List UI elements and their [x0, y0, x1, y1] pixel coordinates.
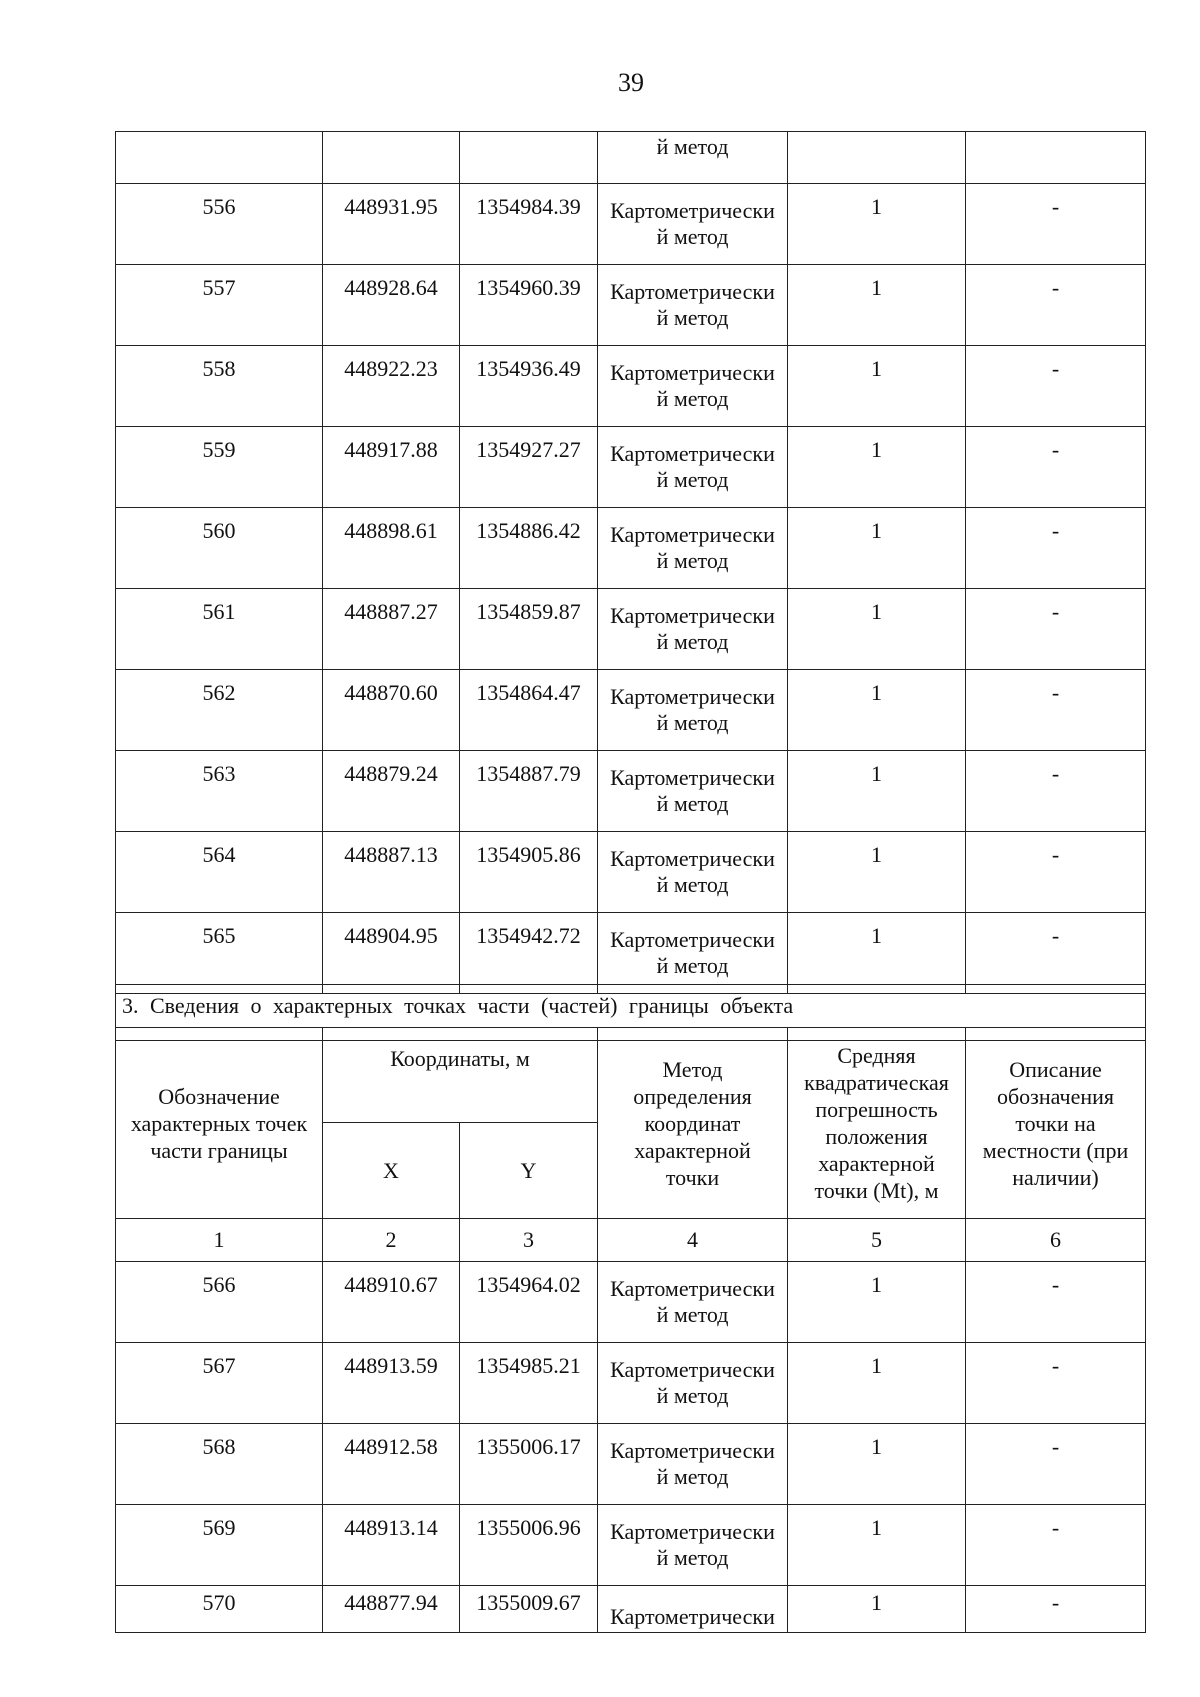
- method-line: Картометрически: [610, 522, 775, 547]
- table-row: [116, 913, 1146, 994]
- cell-error: 1: [788, 508, 966, 589]
- header-y: Y: [460, 1123, 598, 1219]
- cell-x: 448898.61: [323, 508, 460, 589]
- cell-error: 1: [788, 832, 966, 913]
- method-line: Картометрически: [610, 198, 775, 223]
- method-line: Картометрически: [610, 603, 775, 628]
- header-error: [788, 1028, 966, 1219]
- method-line: й метод: [656, 386, 729, 411]
- method-line: Картометрически: [610, 765, 775, 790]
- table-row: [116, 184, 1146, 265]
- cell-y: 1354942.72: [460, 913, 598, 994]
- cell-error: 1: [788, 913, 966, 994]
- method-line: Картометрически: [610, 441, 775, 466]
- cell-method: й метод: [598, 132, 788, 184]
- cell-point: 557: [116, 265, 323, 346]
- cell-desc: -: [966, 913, 1146, 994]
- cell-point: 564: [116, 832, 323, 913]
- cell-desc: -: [966, 670, 1146, 751]
- cell-x: 448904.95: [323, 913, 460, 994]
- cell-y: 1354886.42: [460, 508, 598, 589]
- table-row: [116, 1343, 1146, 1424]
- part-boundary-points-table: [115, 984, 1146, 1633]
- cell-y: 1355009.67: [460, 1586, 598, 1633]
- cell-y: 1354960.39: [460, 265, 598, 346]
- cell-point: 562: [116, 670, 323, 751]
- cell-desc: -: [966, 1505, 1146, 1586]
- table-row: [116, 1505, 1146, 1586]
- continuation-row: [116, 132, 1146, 184]
- column-number: 6: [966, 1219, 1146, 1262]
- header-line: точки на: [1015, 1110, 1096, 1136]
- cell-point: 570: [116, 1586, 323, 1633]
- cell-method: [598, 670, 788, 751]
- cell-y: 1354985.21: [460, 1343, 598, 1424]
- method-line: й метод: [656, 1464, 729, 1489]
- method-line: й метод: [656, 1383, 729, 1408]
- method-line: Картометрически: [610, 927, 775, 952]
- coordinates-table-continued: [115, 131, 1146, 1041]
- method-line: Картометрически: [610, 1357, 775, 1382]
- cell-method: Картометрически: [598, 1586, 788, 1633]
- cell-error: 1: [788, 1343, 966, 1424]
- cell-method: [598, 508, 788, 589]
- cell-desc: -: [966, 1343, 1146, 1424]
- cell-x: 448887.27: [323, 589, 460, 670]
- cell-desc: -: [966, 751, 1146, 832]
- header-line: координат: [644, 1110, 741, 1136]
- cell-point: 561: [116, 589, 323, 670]
- cell-error: 1: [788, 1586, 966, 1633]
- header-line: наличии): [1012, 1164, 1099, 1190]
- header-line: Метод: [662, 1056, 723, 1082]
- column-number: 2: [323, 1219, 460, 1262]
- cell-error: 1: [788, 751, 966, 832]
- cell-desc: -: [966, 427, 1146, 508]
- cell-x: 448870.60: [323, 670, 460, 751]
- cell-method: [598, 1505, 788, 1586]
- cell-point: [116, 132, 323, 184]
- cell-method: [598, 913, 788, 994]
- cell-error: 1: [788, 184, 966, 265]
- method-line: й метод: [656, 305, 729, 330]
- header-coords: Координаты, м: [323, 1028, 598, 1123]
- cell-x: 448912.58: [323, 1424, 460, 1505]
- cell-error: 1: [788, 1505, 966, 1586]
- header-desc: [966, 1028, 1146, 1219]
- method-line: Картометрически: [610, 1519, 775, 1544]
- cell-x: 448928.64: [323, 265, 460, 346]
- cell-method: [598, 427, 788, 508]
- cell-y: 1354864.47: [460, 670, 598, 751]
- header-line: характерной: [818, 1151, 935, 1176]
- cell-x: 448887.13: [323, 832, 460, 913]
- table-row: [116, 670, 1146, 751]
- method-line: й метод: [656, 791, 729, 816]
- table-row: [116, 589, 1146, 670]
- cell-error: 1: [788, 346, 966, 427]
- cell-method: [598, 265, 788, 346]
- method-line: Картометрически: [610, 279, 775, 304]
- column-number: 3: [460, 1219, 598, 1262]
- header-row: [116, 1028, 1146, 1123]
- column-number: 1: [116, 1219, 323, 1262]
- method-line: Картометрически: [610, 684, 775, 709]
- method-line: Картометрически: [610, 846, 775, 871]
- method-line: й метод: [656, 467, 729, 492]
- table-row: [116, 832, 1146, 913]
- cell-x: 448917.88: [323, 427, 460, 508]
- cell-x: 448913.59: [323, 1343, 460, 1424]
- header-line: квадратическая: [804, 1070, 949, 1095]
- method-line: й метод: [656, 1545, 729, 1570]
- cell-method: [598, 1424, 788, 1505]
- method-line: й метод: [656, 1302, 729, 1327]
- cell-method: [598, 589, 788, 670]
- cell-method: [598, 832, 788, 913]
- cell-method: [598, 1262, 788, 1343]
- header-line: точки: [665, 1164, 720, 1190]
- method-line: й метод: [656, 710, 729, 735]
- cell-method: [598, 346, 788, 427]
- header-method: [598, 1028, 788, 1219]
- cell-y: 1354887.79: [460, 751, 598, 832]
- cell-desc: -: [966, 1262, 1146, 1343]
- header-line: определения: [633, 1083, 752, 1109]
- cell-y: 1354936.49: [460, 346, 598, 427]
- cell-point: 565: [116, 913, 323, 994]
- cell-point: 568: [116, 1424, 323, 1505]
- cell-desc: -: [966, 346, 1146, 427]
- method-line: й метод: [656, 224, 729, 249]
- cell-y: 1354927.27: [460, 427, 598, 508]
- header-line: погрешность: [815, 1097, 938, 1122]
- header-line: положения: [825, 1124, 928, 1149]
- cell-x: 448913.14: [323, 1505, 460, 1586]
- header-point: [116, 1028, 323, 1219]
- cell-point: 566: [116, 1262, 323, 1343]
- cell-error: 1: [788, 427, 966, 508]
- header-line: Описание: [1009, 1056, 1102, 1082]
- cell-method: [598, 751, 788, 832]
- header-line: характерных точек: [130, 1110, 308, 1136]
- header-line: обозначения: [996, 1083, 1115, 1109]
- cell-desc: -: [966, 508, 1146, 589]
- cell-error: [788, 132, 966, 184]
- cell-desc: -: [966, 1424, 1146, 1505]
- table-row: [116, 751, 1146, 832]
- cell-point: 556: [116, 184, 323, 265]
- cell-point: 567: [116, 1343, 323, 1424]
- header-line: части границы: [150, 1137, 288, 1163]
- cell-y: 1354964.02: [460, 1262, 598, 1343]
- cell-error: 1: [788, 265, 966, 346]
- table-row: [116, 1586, 1146, 1633]
- cell-error: 1: [788, 1262, 966, 1343]
- cell-y: [460, 132, 598, 184]
- method-line: й метод: [656, 629, 729, 654]
- method-line: й метод: [656, 953, 729, 978]
- cell-point: 558: [116, 346, 323, 427]
- cell-desc: -: [966, 1586, 1146, 1633]
- cell-desc: -: [966, 184, 1146, 265]
- cell-error: 1: [788, 1424, 966, 1505]
- cell-y: 1355006.96: [460, 1505, 598, 1586]
- table-row: [116, 1424, 1146, 1505]
- table-row: [116, 508, 1146, 589]
- column-number: 5: [788, 1219, 966, 1262]
- cell-point: 560: [116, 508, 323, 589]
- table-row: [116, 265, 1146, 346]
- method-line: й метод: [656, 872, 729, 897]
- table-row: [116, 1262, 1146, 1343]
- cell-x: [323, 132, 460, 184]
- cell-method: [598, 184, 788, 265]
- header-line: характерной: [634, 1137, 751, 1163]
- method-line: Картометрически: [610, 1276, 775, 1301]
- header-line: местности (при: [982, 1137, 1129, 1163]
- header-line: точки (Mt), м: [814, 1178, 939, 1203]
- table-row: [116, 427, 1146, 508]
- cell-error: 1: [788, 589, 966, 670]
- cell-error: 1: [788, 670, 966, 751]
- cell-y: 1354859.87: [460, 589, 598, 670]
- cell-point: 563: [116, 751, 323, 832]
- cell-desc: [966, 132, 1146, 184]
- section-title: 3. Сведения о характерных точках части (частей) границы объекта: [116, 985, 1146, 1028]
- method-line: й метод: [656, 548, 729, 573]
- cell-x: 448922.23: [323, 346, 460, 427]
- cell-method: [598, 1343, 788, 1424]
- table-title-row: [116, 985, 1146, 1028]
- cell-x: 448879.24: [323, 751, 460, 832]
- method-line: Картометрически: [610, 360, 775, 385]
- cell-x: 448877.94: [323, 1586, 460, 1633]
- cell-desc: -: [966, 832, 1146, 913]
- cell-x: 448910.67: [323, 1262, 460, 1343]
- header-line: Обозначение: [158, 1083, 280, 1109]
- page-number: 39: [618, 68, 644, 97]
- column-number: 4: [598, 1219, 788, 1262]
- header-x: X: [323, 1123, 460, 1219]
- cell-desc: -: [966, 265, 1146, 346]
- table-row: [116, 346, 1146, 427]
- cell-desc: -: [966, 589, 1146, 670]
- cell-point: 569: [116, 1505, 323, 1586]
- header-line: Средняя: [837, 1043, 916, 1068]
- cell-y: 1355006.17: [460, 1424, 598, 1505]
- method-line: Картометрически: [610, 1438, 775, 1463]
- cell-x: 448931.95: [323, 184, 460, 265]
- column-numbers-row: [116, 1219, 1146, 1262]
- cell-y: 1354905.86: [460, 832, 598, 913]
- cell-y: 1354984.39: [460, 184, 598, 265]
- cell-point: 559: [116, 427, 323, 508]
